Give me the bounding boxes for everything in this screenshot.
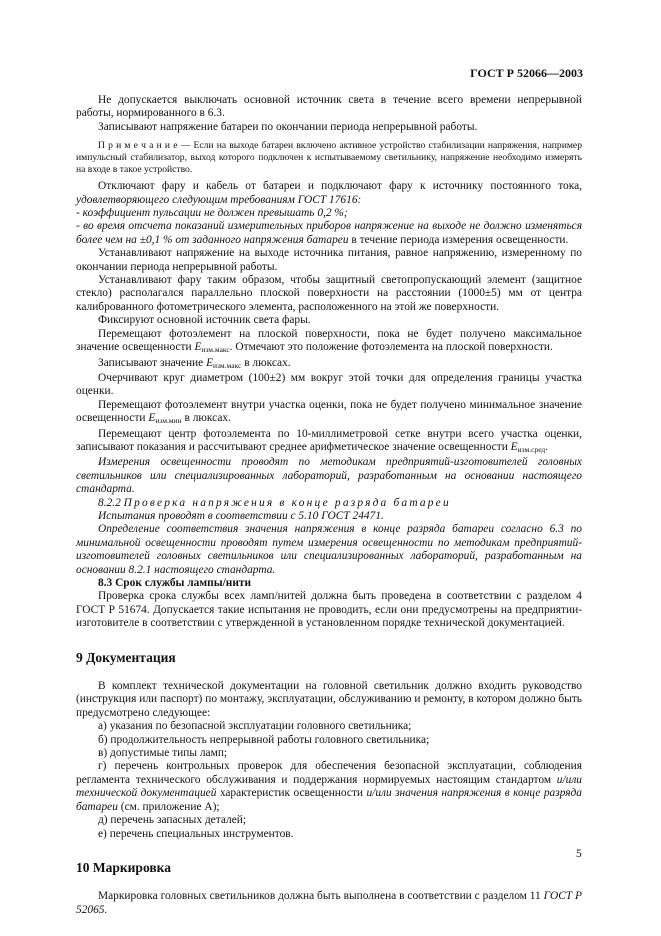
paragraph: Проверка срока службы всех ламп/нитей должна быть проведена в соответствии с разделом 4 ГОСТ Р 51674. Допускается такие испытания не проводить, если они предусмотрены на предприятии-изготовителе в соответствии с утвержденной в установленном порядке технической документацией.	[76, 590, 582, 630]
requirement-item: - коэффициент пульсации не должен превышать 0,2 %;	[76, 207, 348, 220]
paragraph: Устанавливают напряжение на выходе источника питания, равное напряжению, измеренному по окончании периода непрерывной работы.	[76, 247, 582, 273]
e-symbol: E	[148, 412, 156, 425]
page-number: 5	[576, 848, 582, 860]
note-label: П р и м е ч а н и е	[98, 140, 178, 152]
list-item: д) перечень запасных деталей;	[98, 814, 247, 827]
paragraph: Перемещают центр фотоэлемента по 10-миллиметровой сетке внутри всего участка оценки, записывают показания и рассчитывают среднее арифметическое значение освещенности $E_{изм.сред}$.	[76, 427, 582, 454]
paragraph: Определение соответствия значения напряжения в конце разряда батареи согласно 6.3 по минимальной освещенности проводят путем измерения освещенности по методикам предприятий-изготовителей головных светильников или специализированных лабораторий, разработанным на основании 8.2.1 настоящего стандарта.	[76, 523, 582, 576]
paragraph: Фиксируют основной источник света фары.	[98, 314, 311, 327]
e-symbol: E	[510, 440, 518, 453]
paragraph: Устанавливают фару таким образом, чтобы защитный светопропускающий элемент (защитное стекло) располагался параллельно плоской поверхности на расстоянии (1000±5) мм от центра калиброванного фотометрического элемента, расположенного на этой же поверхности.	[76, 274, 582, 313]
subsection-heading: 8.3 Срок службы лампы/нити	[98, 577, 252, 589]
paragraph: Записывают значение $E_{изм.макс}$ в люксах.	[98, 356, 291, 370]
standard-header: ГОСТ Р 52066—2003	[470, 66, 583, 80]
section-heading: 9 Документация	[76, 649, 176, 665]
e-symbol: E	[194, 341, 202, 354]
paragraph: Перемещают фотоэлемент на плоской поверхности, пока не будет получено максимальное значение освещенности $E_{изм.макс}$. Отмечают это положение фотоэлемента на плоской поверхности.	[76, 327, 582, 355]
note-text: — Если на выходе батареи включено активное устройство стабилизации напряжения, например импульсный стабилизатор, выход которого подключен к испытываемому светильнику, напряжение необходимо измерять на входе в такое устройство.	[76, 140, 582, 176]
requirement-item: - во время отсчета показаний измерительных приборов напряжение на выходе не должно изменяться более чем на ±0,1 % от заданного напряжения батареи в течение периода измерения освещенности.	[76, 220, 582, 246]
list-item: г) перечень контрольных проверок для обеспечения безопасной эксплуатации, соблюдения регламента технического обслуживания и поддержания нормируемых настоящим стандартом и/или технической документацией характеристик освещенности и/или значения напряжения в конце разряда батареи (см. приложение А);	[76, 760, 582, 813]
paragraph: Измерения освещенности проводят по методикам предприятий-изготовителей головных светильников или специализированных лабораторий, разработанным на основании настоящего стандарта.	[76, 456, 582, 496]
document-body	[76, 94, 582, 917]
paragraph: Перемещают фотоэлемент внутри участка оценки, пока не будет получено минимальное значение освещенности $E_{изм.мин}$ в люксах.	[76, 398, 582, 426]
note	[76, 140, 582, 176]
list-item: е) перечень специальных инструментов.	[98, 827, 294, 840]
paragraph: Не допускается выключать основной источник света в течение всего времени непрерывной работы, нормированного в 6.3.	[76, 94, 582, 120]
paragraph: Маркировка головных светильников должна быть выполнена в соответствии с разделом 11 ГОСТ Р 52065.	[76, 890, 582, 916]
list-item: а) указания по безопасной эксплуатации головного светильника;	[98, 720, 412, 733]
e-symbol: E	[206, 356, 214, 369]
list-item: в) допустимые типы ламп;	[98, 747, 228, 760]
subsection-heading: 8.2.2 Проверка напряжения в конце разряда батареи	[98, 496, 451, 509]
paragraph: Испытания проводят в соответствии с 5.10 ГОСТ 24471.	[98, 509, 384, 522]
section-heading: 10 Маркировка	[76, 859, 171, 875]
paragraph: Записывают напряжение батареи по окончании периода непрерывной работы.	[98, 120, 478, 133]
list-item: б) продолжительность непрерывной работы головного светильника;	[98, 733, 430, 746]
paragraph: В комплект технической документации на головной светильник должно входить руководство (инструкция или паспорт) по монтажу, эксплуатации, обслуживанию и ремонту, в котором должно быть предусмотрено следующее:	[76, 680, 582, 719]
paragraph: Отключают фару и кабель от батареи и подключают фару к источнику постоянного тока, удовлетворяющего следующим требованиям ГОСТ 17616:	[76, 180, 582, 206]
paragraph: Очерчивают круг диаметром (100±2) мм вокруг этой точки для определения границы участка оценки.	[76, 371, 582, 398]
